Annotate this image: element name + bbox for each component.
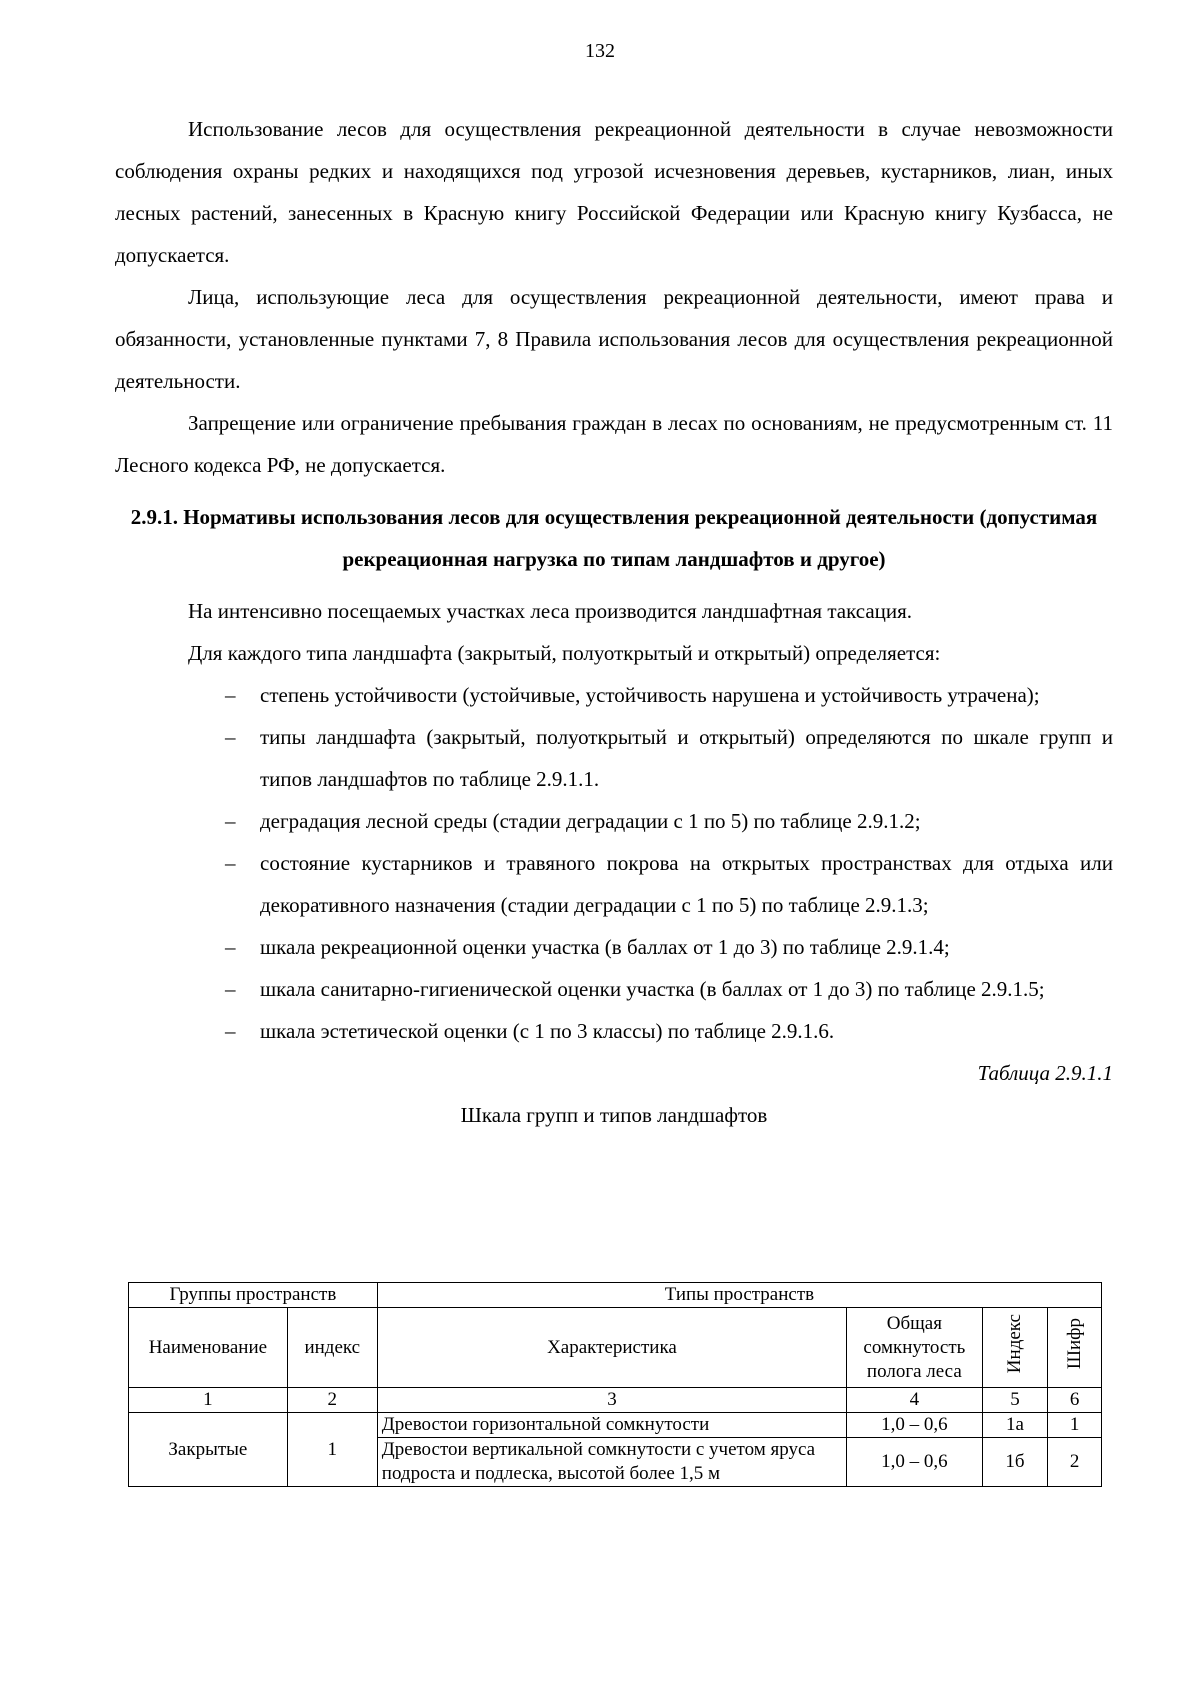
- list-item: [115, 800, 1113, 842]
- table-header-row: [129, 1308, 1102, 1388]
- list-marker: –: [225, 683, 236, 707]
- paragraph: Лица, использующие леса для осуществления рекреационной деятельности, имеют права и обязанности, установленные пунктами 7, 8 Правила использования лесов для осуществления рекреационной деятельности.: [115, 285, 1113, 393]
- type-header: Типы пространств: [377, 1283, 1101, 1308]
- list-item: [115, 926, 1113, 968]
- index-cell: 1а: [982, 1413, 1048, 1438]
- list-item-text: шкала рекреационной оценки участка (в баллах от 1 до 3) по таблице 2.9.1.4;: [260, 935, 950, 959]
- column-header-vertical: [1048, 1308, 1102, 1388]
- body-text: [115, 108, 1113, 1136]
- list-item: [115, 1010, 1113, 1052]
- column-number: 3: [377, 1388, 846, 1413]
- list-marker: –: [225, 935, 236, 959]
- column-number: 4: [847, 1388, 983, 1413]
- table-caption: Таблица 2.9.1.1: [977, 1061, 1113, 1085]
- column-number: 5: [982, 1388, 1048, 1413]
- list-item-text: шкала эстетической оценки (с 1 по 3 классы) по таблице 2.9.1.6.: [260, 1019, 835, 1043]
- column-number: 1: [129, 1388, 288, 1413]
- list-item-text: степень устойчивости (устойчивые, устойчивость нарушена и устойчивость утрачена);: [260, 683, 1040, 707]
- page-number: 132: [585, 40, 615, 62]
- list-item: [115, 674, 1113, 716]
- paragraph: Использование лесов для осуществления рекреационной деятельности в случае невозможности соблюдения охраны редких и находящихся под угрозой исчезновения деревьев, кустарников, лиан, иных лесных растений, занесенных в Красную книгу Российской Федерации или Красную книгу Кузбасса, не допускается.: [115, 117, 1113, 267]
- table-header-row: [129, 1283, 1102, 1308]
- column-header-text: Шифр: [1063, 1318, 1085, 1370]
- closure-cell: 1,0 – 0,6: [847, 1438, 983, 1487]
- closure-cell: 1,0 – 0,6: [847, 1413, 983, 1438]
- column-header: Общая сомкнутость полога леса: [847, 1308, 983, 1388]
- column-number: 6: [1048, 1388, 1102, 1413]
- list-item-text: состояние кустарников и травяного покрова на открытых пространствах для отдыха или декоративного назначения (стадии деградации с 1 по 5) по таблице 2.9.1.3;: [260, 851, 1113, 917]
- index-cell: 1б: [982, 1438, 1048, 1487]
- list-item: [115, 716, 1113, 800]
- list-marker: –: [225, 1019, 236, 1043]
- list-item-text: типы ландшафта (закрытый, полуоткрытый и открытый) определяются по шкале групп и типов ландшафтов по таблице 2.9.1.1.: [260, 725, 1113, 791]
- paragraph: Для каждого типа ландшафта (закрытый, полуоткрытый и открытый) определяется:: [188, 641, 941, 665]
- group-header: Группы пространств: [129, 1283, 378, 1308]
- column-header: Характеристика: [377, 1308, 846, 1388]
- list-marker: –: [225, 851, 236, 875]
- code-cell: 2: [1048, 1438, 1102, 1487]
- column-number-row: [129, 1388, 1102, 1413]
- criteria-list: [115, 674, 1113, 1052]
- list-item-text: деградация лесной среды (стадии деградации с 1 по 5) по таблице 2.9.1.2;: [260, 809, 921, 833]
- list-marker: –: [225, 809, 236, 833]
- paragraph: Запрещение или ограничение пребывания граждан в лесах по основаниям, не предусмотренным ст. 11 Лесного кодекса РФ, не допускается.: [115, 411, 1113, 477]
- list-marker: –: [225, 977, 236, 1001]
- section-heading: 2.9.1. Нормативы использования лесов для осуществления рекреационной деятельности (допустимая рекреационная нагрузка по типам ландшафтов и другое): [130, 505, 1098, 571]
- group-index-cell: 1: [287, 1413, 377, 1487]
- list-item: [115, 842, 1113, 926]
- table-title: Шкала групп и типов ландшафтов: [460, 1103, 768, 1127]
- list-item: [115, 968, 1113, 1010]
- column-header-vertical: [982, 1308, 1048, 1388]
- characteristic-cell: Древостои вертикальной сомкнутости с учетом яруса подроста и подлеска, высотой более 1,5 м: [377, 1438, 846, 1487]
- column-header-text: Индекс: [1003, 1314, 1025, 1374]
- list-marker: –: [225, 725, 236, 749]
- group-name-cell: Закрытые: [129, 1413, 288, 1487]
- table-row: [129, 1413, 1102, 1438]
- characteristic-cell: Древостои горизонтальной сомкнутости: [377, 1413, 846, 1438]
- column-number: 2: [287, 1388, 377, 1413]
- landscape-types-table: [128, 1282, 1102, 1487]
- list-item-text: шкала санитарно-гигиенической оценки участка (в баллах от 1 до 3) по таблице 2.9.1.5;: [260, 977, 1045, 1001]
- column-header: Наименование: [129, 1308, 288, 1388]
- code-cell: 1: [1048, 1413, 1102, 1438]
- paragraph: На интенсивно посещаемых участках леса производится ландшафтная таксация.: [188, 599, 913, 623]
- column-header: индекс: [287, 1308, 377, 1388]
